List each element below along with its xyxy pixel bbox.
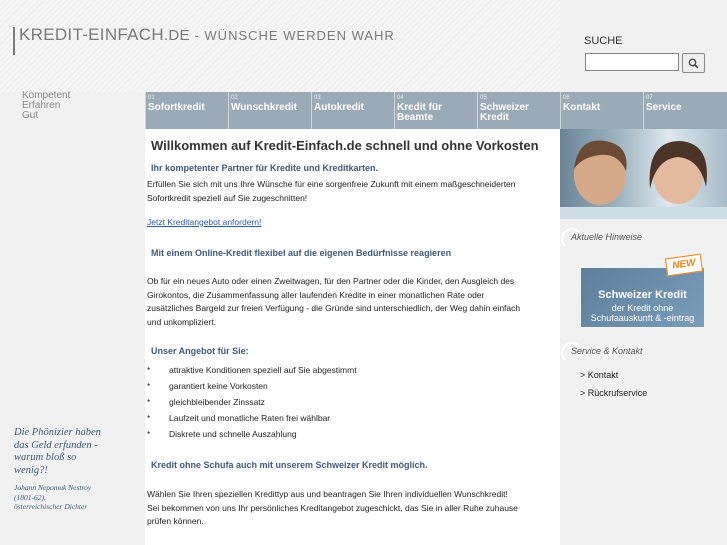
list-item: * gleichbleibender Zinssatz — [147, 397, 265, 407]
nav-number: 02 — [231, 95, 238, 101]
main-navigation — [145, 92, 727, 129]
nav-item-autokredit[interactable] — [311, 92, 394, 129]
motto-line: Gut — [22, 110, 39, 121]
promo-title: Schweizer Kredit — [598, 289, 687, 301]
intro-paragraph: Erfüllen Sie sich mit uns Ihre Wünsche für eine sorgenfreie Zukunft mit einem maßgeschneiderten Sofortkredit speziell auf Sie zugeschnitten! — [147, 179, 516, 203]
quote-author: Johann Nepomuk Nestroy (1801-62), österreichischer Dichter — [14, 483, 92, 511]
logo-divider — [13, 27, 15, 55]
nav-label: Wunschkredit — [231, 102, 297, 113]
quote-box — [14, 427, 139, 512]
nav-number: 06 — [563, 95, 570, 101]
nav-item-schweizer-kredit[interactable] — [477, 92, 560, 129]
section-heading-offer: Unser Angebot für Sie: — [151, 346, 249, 356]
news-heading: Aktuelle Hinweise — [571, 232, 643, 242]
nav-label: Sofortkredit — [148, 102, 205, 113]
nav-number: 01 — [148, 95, 155, 101]
nav-number: 04 — [397, 95, 404, 101]
nav-item-kontakt[interactable] — [560, 92, 643, 129]
promo-subtitle: der Kredit ohne Schufaauskunft & -eintrag — [590, 303, 695, 323]
list-item: * garantiert keine Vorkosten — [147, 381, 268, 391]
service-heading: Service & Kontakt — [571, 346, 643, 356]
search-label: SUCHE — [584, 35, 623, 47]
nav-label: Service — [646, 102, 682, 113]
sidebar-link-kontakt[interactable]: > Kontakt — [580, 370, 619, 380]
bullet-icon: * — [147, 413, 151, 423]
logo-domain: .DE — [163, 27, 190, 44]
schufa-paragraph: Wählen Sie Ihren speziellen Kredittyp aus und beantragen Sie Ihren individuellen Wunschkredit! Sei bekommen von uns Ihr persönliches Kreditangebot zugeschickt, das Sie in aller Ruhe zuhause prüfen können. — [147, 489, 518, 526]
section-heading-schufa: Kredit ohne Schufa auch mit unserem Schweizer Kredit möglich. — [151, 460, 428, 470]
bullet-icon: * — [147, 429, 151, 439]
request-offer-link[interactable]: Jetzt Kreditangebot anfordern! — [147, 217, 262, 227]
online-paragraph: Ob für ein neues Auto oder einen Zweitwagen, für den Partner oder die Kinder, den Ausgleich des Girokontos, die Zusammenfassung aller laufenden Kredite in einer monatlichen Rate oder zusätzliches Bargeld zur freien Verfügung - die Gründe sind unterschiedlich, der Weg dahin einfach und unkompliziert. — [147, 276, 521, 327]
nav-number: 03 — [314, 95, 321, 101]
site-logo[interactable] — [19, 25, 395, 45]
nav-number: 07 — [646, 95, 653, 101]
search-button[interactable] — [682, 53, 705, 73]
motto-line: Kompetent — [22, 90, 71, 101]
nav-label: Autokredit — [314, 102, 364, 113]
logo-name: KREDIT-EINFACH — [19, 25, 164, 44]
list-item: * Diskrete und schnelle Auszahlung — [147, 429, 297, 439]
new-badge: NEW — [665, 254, 703, 277]
search-input[interactable] — [585, 53, 679, 71]
page-title: Willkommen auf Kredit-Einfach.de schnell und ohne Vorkosten — [151, 138, 539, 153]
bullet-icon: * — [147, 365, 151, 375]
nav-label: Kontakt — [563, 102, 601, 113]
nav-item-kredit-fuer-beamte[interactable] — [394, 92, 477, 129]
nav-label: Schweizer Kredit — [480, 102, 529, 123]
list-item: * Laufzeit und monatliche Raten frei wählbar — [147, 413, 331, 423]
nav-number: 05 — [480, 95, 487, 101]
search-icon — [688, 58, 699, 69]
hero-image — [560, 129, 727, 219]
nav-item-wunschkredit[interactable] — [228, 92, 311, 129]
nav-item-sofortkredit[interactable] — [145, 92, 228, 129]
promo-banner[interactable] — [581, 268, 704, 327]
couple-photo — [560, 129, 727, 219]
list-item: * attraktive Konditionen speziell auf Sie abgestimmt — [147, 365, 357, 375]
nav-item-service[interactable] — [643, 92, 727, 129]
bullet-icon: * — [147, 397, 151, 407]
main-content — [147, 129, 557, 545]
nav-label: Kredit für Beamte — [397, 102, 442, 123]
bullet-icon: * — [147, 381, 151, 391]
motto-line: Erfahren — [22, 100, 61, 111]
section-heading-online: Mit einem Online-Kredit flexibel auf die eigenen Bedürfnisse reagieren — [151, 248, 452, 258]
section-heading-partner: Ihr kompetenter Partner für Kredite und Kreditkarten. — [151, 163, 379, 173]
logo-tagline: - WÜNSCHE WERDEN WAHR — [189, 28, 395, 43]
quote-text: Die Phönizier haben das Geld erfunden - warum bloß so wenig?! — [14, 427, 101, 476]
sidebar-link-rueckrufservice[interactable]: > Rückrufservice — [580, 388, 648, 398]
header — [0, 0, 560, 92]
